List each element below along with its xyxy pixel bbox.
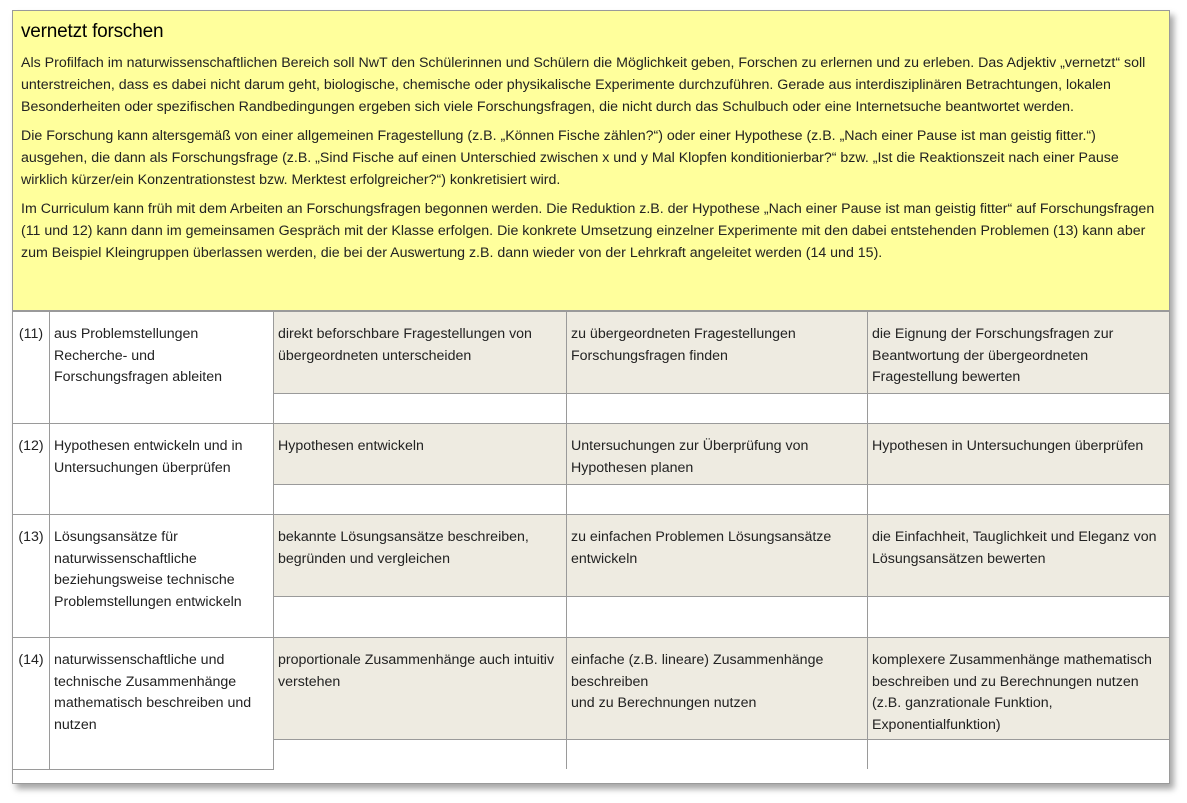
document-page [12, 10, 1170, 784]
blank-cell [274, 740, 567, 770]
level-3-cell: Hypothesen in Untersuchungen überprüfen [868, 424, 1170, 485]
level-1-cell: Hypothesen entwickeln [274, 424, 567, 485]
row-number: (11) [13, 312, 50, 424]
intro-paragraph-2: Die Forschung kann altersgemäß von einer allgemeinen Fragestellung (z.B. „Können Fische zählen?“) oder einer Hypothese (z.B. „Nach einer Pause ist man geistig fitter.“) ausgehen, die dann als Forschungsfrage (z.B. „Sind Fische auf einen Unterschied zwischen x und y Mal Klopfen konditionierbar?“ bzw. „Ist die Reaktionszeit nach einer Pause wirklich kürzer/ein Konzentrationstest bzw. Merktest erfolgreicher?“) konkretisiert wird. [21, 128, 1119, 188]
row-number: (14) [13, 638, 50, 770]
row-number: (12) [13, 424, 50, 515]
level-1-cell: direkt beforschbare Fragestellungen von übergeordneten unterscheiden [274, 312, 567, 394]
blank-cell [567, 597, 868, 638]
level-2-cell: einfache (z.B. lineare) Zusammenhänge beschreiben und zu Berechnungen nutzen [567, 638, 868, 740]
blank-cell [868, 740, 1170, 770]
blank-cell [567, 394, 868, 424]
competency-topic: aus Problemstellungen Recherche- und Forschungsfragen ableiten [50, 312, 274, 424]
competency-topic: Lösungsansätze für naturwissenschaftliche beziehungsweise technische Problemstellungen entwickeln [50, 515, 274, 638]
blank-cell [274, 485, 567, 515]
blank-cell [567, 485, 868, 515]
table-row-14 [13, 638, 1169, 740]
level-1-cell: bekannte Lösungsansätze beschreiben, begründen und vergleichen [274, 515, 567, 597]
blank-cell [567, 740, 868, 770]
level-2-cell: Untersuchungen zur Überprüfung von Hypothesen planen [567, 424, 868, 485]
blank-cell [868, 485, 1170, 515]
section-title: vernetzt forschen [21, 21, 164, 42]
intro-paragraph-1: Als Profilfach im naturwissenschaftlichen Bereich soll NwT den Schülerinnen und Schülern die Möglichkeit geben, Forschen zu erlernen und zu erleben. Das Adjektiv „vernetzt“ soll unterstreichen, dass es dabei nicht darum geht, biologische, chemische oder physikalische Experimente durchzuführen. Gerade aus interdisziplinären Betrachtungen, lokalen Besonderheiten oder spezifischen Randbedingungen ergeben sich viele Forschungsfragen, die nicht durch das Schulbuch oder eine Internetsuche beantwortet werden. [21, 55, 1146, 115]
level-3-cell: die Eignung der Forschungsfragen zur Beantwortung der übergeordneten Fragestellung bewerten [868, 312, 1170, 394]
competency-topic: Hypothesen entwickeln und in Untersuchungen überprüfen [50, 424, 274, 515]
level-3-cell: komplexere Zusammenhänge mathematisch beschreiben und zu Berechnungen nutzen (z.B. ganzrationale Funktion, Exponentialfunktion) [868, 638, 1170, 740]
blank-cell [274, 394, 567, 424]
table-row-11 [13, 312, 1169, 394]
level-2-cell: zu übergeordneten Fragestellungen Forschungsfragen finden [567, 312, 868, 394]
table-row-13 [13, 515, 1169, 597]
blank-cell [868, 394, 1170, 424]
blank-cell [868, 597, 1170, 638]
row-number: (13) [13, 515, 50, 638]
intro-paragraph-3: Im Curriculum kann früh mit dem Arbeiten an Forschungsfragen begonnen werden. Die Reduktion z.B. der Hypothese „Nach einer Pause ist man geistig fitter“ auf Forschungsfragen (11 und 12) kann dann im gemeinsamen Gespräch mit der Klasse erfolgen. Die konkrete Umsetzung einzelner Experimente mit den dabei entstehenden Problemen (13) kann aber zum Beispiel Kleingruppen überlassen werden, die bei der Auswertung z.B. dann wieder von der Lehrkraft angeleitet werden (14 und 15). [21, 201, 1155, 261]
level-1-cell: proportionale Zusammenhänge auch intuitiv verstehen [274, 638, 567, 740]
level-2-cell: zu einfachen Problemen Lösungsansätze entwickeln [567, 515, 868, 597]
blank-cell [274, 597, 567, 638]
table-row-12 [13, 424, 1169, 485]
intro-box [13, 11, 1169, 311]
competency-topic: naturwissenschaftliche und technische Zusammenhänge mathematisch beschreiben und nutzen [50, 638, 274, 770]
competency-table [13, 311, 1169, 770]
level-3-cell: die Einfachheit, Tauglichkeit und Eleganz von Lösungsansätzen bewerten [868, 515, 1170, 597]
